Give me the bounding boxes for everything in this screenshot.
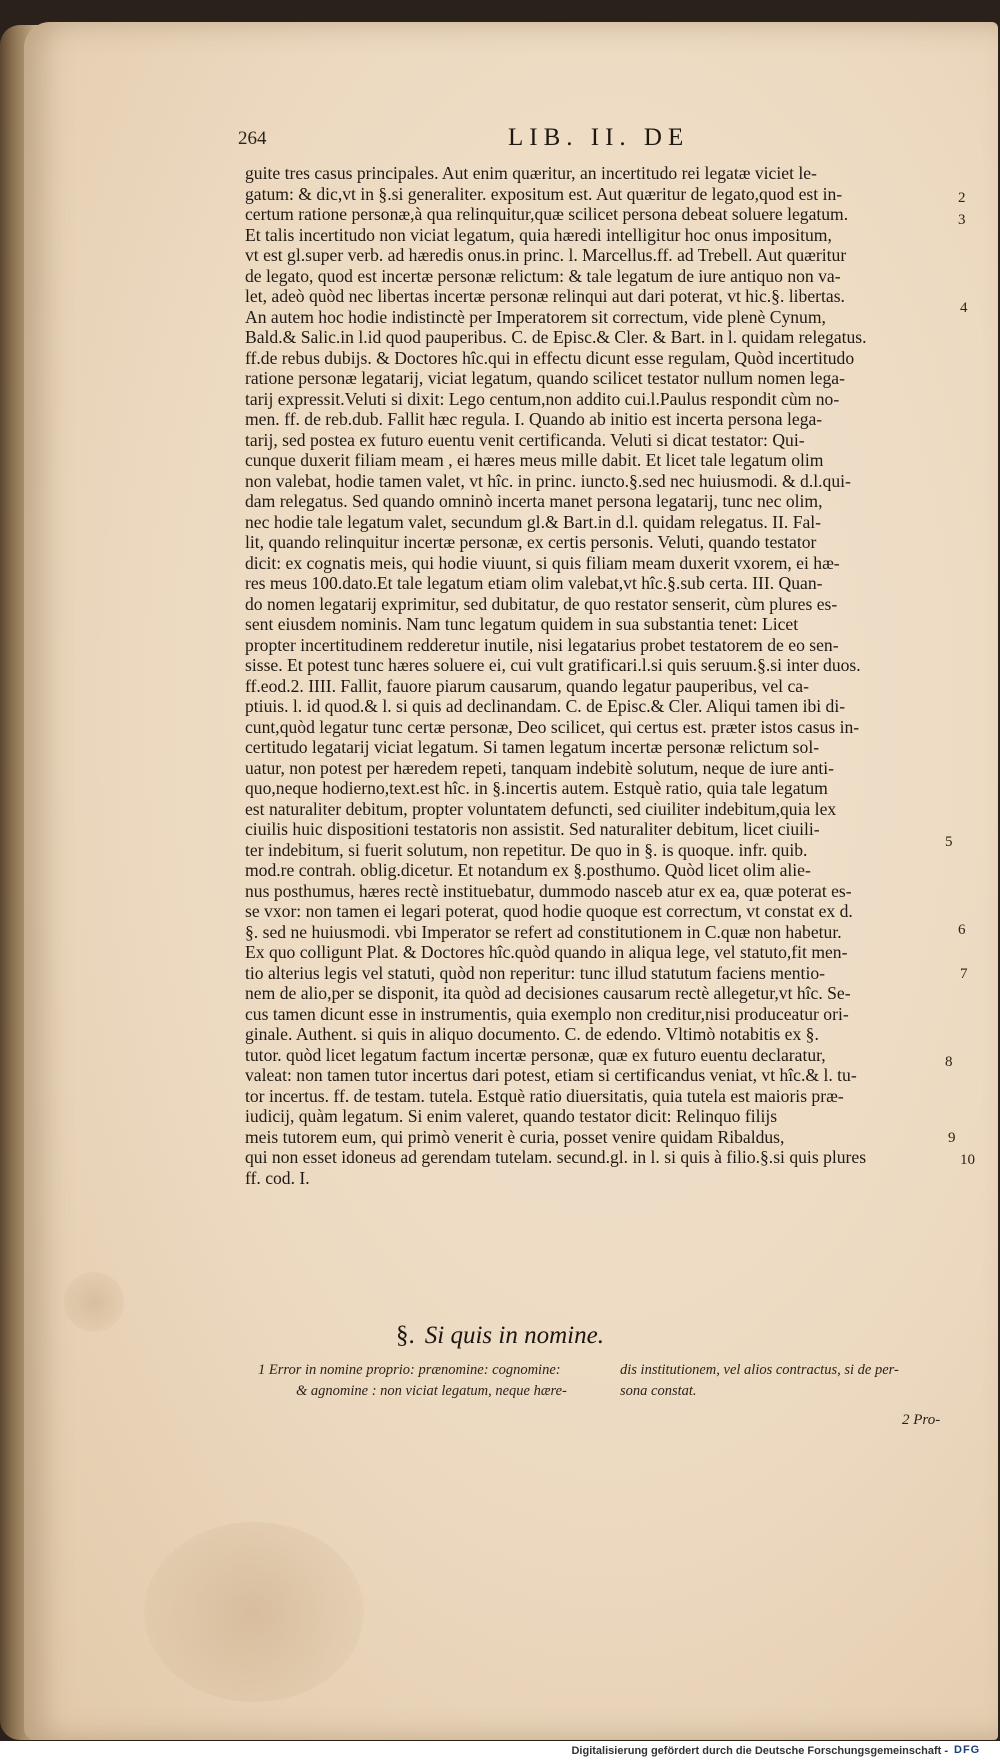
text-line: qui non esset idoneus ad gerendam tutelam. secund.gl. in l. si quis à filio.§.si quis plures bbox=[245, 1147, 867, 1167]
section-sign: §. bbox=[396, 1322, 415, 1349]
text-line: guite tres casus principales. Aut enim quæritur, an incertitudo rei legatæ viciet le- bbox=[245, 163, 817, 183]
page-header bbox=[0, 124, 1000, 162]
footnote-left-line-1: 1 Error in nomine proprio: prænomine: cognomine: bbox=[258, 1362, 561, 1378]
footnote-right-line-1: dis institutionem, vel alios contractus, si de per- bbox=[620, 1362, 899, 1378]
text-line: tor incertus. ff. de testam. tutela. Estquè ratio diuersitatis, quia tutela est maioris præ- bbox=[245, 1085, 844, 1106]
text-line: iudicij, quàm legatum. Si enim valeret, quando testator dicit: Relinquo filijs bbox=[245, 1106, 778, 1126]
folio-number: 264 bbox=[238, 128, 267, 149]
dfg-logo: DFG bbox=[954, 1744, 981, 1756]
text-line: lit, quando relinquitur incertæ personæ, ex certis personis. Veluti, quando testator bbox=[245, 532, 817, 552]
margin-number: 4 bbox=[960, 300, 968, 316]
text-line: gatum: & dic,vt in §.si generaliter. expositum est. Aut quæritur de legato,quod est in- bbox=[245, 183, 843, 204]
text-line: Et talis incertitudo non viciat legatum, quia hæredi intelligitur hoc onus impositum, bbox=[245, 224, 832, 245]
text-line: ginale. Authent. si quis in aliquo documento. C. de edendo. Vltimò notabitis ex §. bbox=[245, 1024, 819, 1044]
section-title: Si quis in nomine. bbox=[424, 1322, 604, 1349]
text-line: meis tutorem eum, qui primò venerit è curia, posset venire quidam Ribaldus, bbox=[245, 1126, 785, 1147]
text-line: ratione personæ legatarij, viciat legatum, quando scilicet testator nullum nomen lega- bbox=[245, 368, 845, 388]
text-line: nus posthumus, hæres rectè instituebatur, dummodo nasceb atur ex ea, quæ poterat es- bbox=[245, 880, 852, 901]
margin-number: 9 bbox=[948, 1130, 956, 1146]
text-line: cunque duxerit filiam meam , ei hæres meus mille dabit. Et licet tale legatum olim bbox=[245, 450, 824, 470]
text-line: est naturaliter debitum, propter voluntatem defuncti, sed ciuiliter indebitum,quia lex bbox=[245, 798, 837, 819]
text-line: ff. cod. I. bbox=[245, 1167, 310, 1188]
text-line: sent eiusdem nominis. Nam tunc legatum quidem in sua substantia tenet: Licet bbox=[245, 614, 799, 634]
text-line: Bald.& Salic.in l.id quod pauperibus. C. de Episc.& Cler. & Bart. in l. quidam relegatus. bbox=[245, 327, 867, 347]
text-line: An autem hoc hodie indistinctè per Imperatorem sit correctum, vide plenè Cynum, bbox=[245, 306, 826, 327]
text-line: tarij expressit.Veluti si dixit: Lego centum,non addito cui.l.Paulus respondit cùm no- bbox=[245, 388, 840, 409]
text-line: let, adeò quòd nec libertas incertæ personæ relinqui aut dari poterat, vt hic.§. libertas. bbox=[245, 286, 845, 306]
text-line: quo,neque hodierno,text.est hîc. in §.incertis autem. Estquè ratio, quia tale legatum bbox=[245, 778, 828, 798]
text-line: certum ratione personæ,à qua relinquitur,quæ scilicet persona debeat soluere legatum. bbox=[245, 204, 849, 224]
text-line: propter incertitudinem redderetur inutile, nisi legatarius probet testatorem de eo sen- bbox=[245, 634, 839, 655]
text-line: tarij, sed postea ex futuro euentu venit certificanda. Veluti si dicat testator: Qui- bbox=[245, 429, 805, 450]
text-line: ter indebitum, si fuerit solutum, non repetitur. De quo in §. is quoque. infr. quib. bbox=[245, 839, 808, 860]
margin-number: 6 bbox=[958, 922, 966, 938]
section-heading bbox=[0, 1322, 1000, 1350]
margin-number: 3 bbox=[958, 212, 966, 228]
text-line: tio alterius legis vel statuti, quòd non reperitur: tunc illud statutum faciens mentio- bbox=[245, 962, 825, 983]
text-line: non valebat, hodie tamen valet, vt hîc. in princ. iuncto.§.sed nec huiusmodi. & d.l.qui- bbox=[245, 470, 851, 491]
text-line: de legato, quod est incertæ personæ relictum: & tale legatum de iure antiquo non va- bbox=[245, 265, 841, 286]
text-line: se vxor: non tamen ei legari poterat, quod hodie quoque est correctum, vt constat ex d. bbox=[245, 901, 853, 921]
text-line: do nomen legatarij exprimitur, sed dubitatur, de quo restator senserit, cùm plures es- bbox=[245, 593, 838, 614]
text-line: tutor. quòd licet legatum factum incertæ personæ, quæ ex futuro euentu declaratur, bbox=[245, 1044, 826, 1065]
footnote-right-line-2: sona constat. bbox=[620, 1383, 697, 1399]
text-line: Ex quo colligunt Plat. & Doctores hîc.quòd quando in aliqua lege, vel statuto,fit men- bbox=[245, 942, 848, 962]
margin-number: 10 bbox=[960, 1152, 975, 1168]
text-line: mod.re contrah. oblig.dicetur. Et notandum ex §.posthumo. Quòd licet olim alie- bbox=[245, 860, 811, 880]
margin-number: 8 bbox=[945, 1054, 953, 1070]
text-line: nec hodie tale legatum valet, secundum gl.& Bart.in d.l. quidam relegatus. II. Fal- bbox=[245, 511, 822, 532]
text-line: ff.de rebus dubijs. & Doctores hîc.qui in effectu dicunt esse regulam, Quòd incertitudo bbox=[245, 347, 855, 368]
running-head: LIB. II. DE bbox=[508, 124, 690, 151]
text-line: uatur, non potest per hæredem repeti, tanquam indebitè solutum, neque de iure anti- bbox=[245, 757, 835, 778]
catchword: 2 Pro- bbox=[902, 1412, 941, 1428]
text-line: res meus 100.dato.Et tale legatum etiam olim valebat,vt hîc.§.sub certa. III. Quan- bbox=[245, 573, 823, 593]
main-text-block bbox=[245, 163, 953, 1188]
digitization-footer bbox=[0, 1741, 1000, 1764]
text-line: certitudo legatarij viciat legatum. Si tamen legatum incertæ personæ relictum sol- bbox=[245, 737, 820, 757]
text-line: ff.eod.2. IIII. Fallit, fauore piarum causarum, quando legatur pauperibus, vel ca- bbox=[245, 675, 809, 696]
text-line: valeat: non tamen tutor incertus dari potest, etiam si certificandus veniat, vt hîc.& l. tu- bbox=[245, 1065, 857, 1085]
text-line: cunt,quòd legatur tunc certæ personæ, Deo scilicet, qui certus est. præter istos casus in- bbox=[245, 716, 860, 737]
footnote-left-line-2: & agnomine : non viciat legatum, neque hære- bbox=[296, 1383, 567, 1399]
footer-credit-text: Digitalisierung gefördert durch die Deutsche Forschungsgemeinschaft - bbox=[571, 1745, 948, 1757]
text-line: nem de alio,per se disponit, ita quòd ad decisiones causarum rectè allegetur,vt hîc. Se- bbox=[245, 983, 851, 1003]
text-line: vt est gl.super verb. ad hæredis onus.in princ. l. Marcellus.ff. ad Trebell. Aut quæritur bbox=[245, 245, 847, 265]
text-line: cus tamen dicunt esse in instrumentis, quia exemplo non creditur,nisi produceatur ori- bbox=[245, 1003, 849, 1024]
margin-number: 2 bbox=[958, 190, 966, 206]
text-line: sisse. Et potest tunc hæres soluere ei, cui vult gratificari.l.si quis seruum.§.si inter duos. bbox=[245, 655, 861, 675]
margin-number: 7 bbox=[960, 966, 968, 982]
text-line: men. ff. de reb.dub. Fallit hæc regula. I. Quando ab initio est incerta persona lega- bbox=[245, 409, 823, 429]
text-line: dicit: ex cognatis meis, qui hodie viuunt, si quis filiam meam duxerit vxorem, ei hæ- bbox=[245, 552, 840, 573]
text-line: ciuilis huic dispositioni testatoris non assistit. Sed naturaliter debitum, licet ciuili- bbox=[245, 819, 820, 839]
paper-stain bbox=[144, 1522, 364, 1702]
text-line: dam relegatus. Sed quando omninò incerta manet persona legatarij, tunc nec olim, bbox=[245, 491, 823, 511]
text-line: ptiuis. l. id quod.& l. si quis ad declinandam. C. de Episc.& Cler. Aliqui tamen ibi di- bbox=[245, 696, 846, 716]
text-line: §. sed ne huiusmodi. vbi Imperator se refert ad constitutionem in C.quæ non habetur. bbox=[245, 921, 842, 942]
margin-number: 5 bbox=[945, 834, 953, 850]
